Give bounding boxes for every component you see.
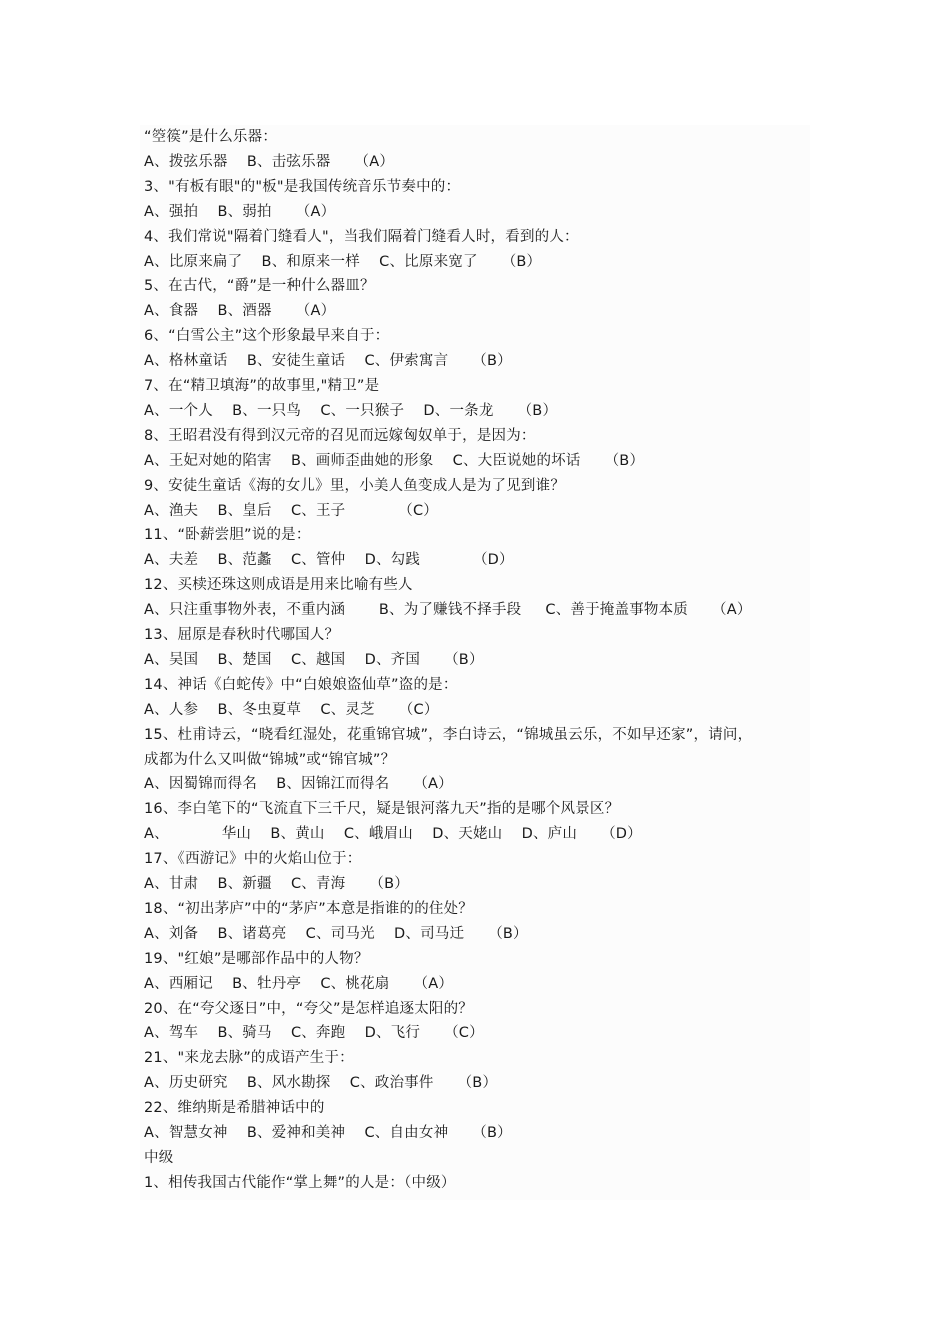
text-line: 17、《西游记》中的火焰山位于： bbox=[144, 851, 362, 868]
text-line: A、历史研究 B、风水勘探 C、政治事件 （B） bbox=[144, 1075, 498, 1092]
text-line: A、甘肃 B、新疆 C、青海 （B） bbox=[144, 876, 409, 892]
text-line: “箜篌”是什么乐器： bbox=[144, 129, 278, 145]
text-line: 成都为什么又叫做“锦城”或“锦官城”？ bbox=[144, 751, 396, 768]
text-line: A、因蜀锦而得名 B、因锦江而得名 （A） bbox=[144, 776, 453, 793]
text-line: 4、我们常说"隔着门缝看人"，当我们隔着门缝看人时，看到的人： bbox=[144, 228, 579, 245]
text-line: 5、在古代，“爵”是一种什么器皿？ bbox=[144, 278, 375, 295]
text-line: 中级 bbox=[144, 1149, 174, 1166]
text-line: A、智慧女神 B、爱神和美神 C、自由女神 （B） bbox=[144, 1125, 512, 1141]
text-line: 11、“卧薪尝胆”说的是： bbox=[144, 527, 311, 544]
text-line: 14、神话《白蛇传》中“白娘娘盗仙草”盗的是： bbox=[144, 676, 458, 693]
text-line: 3、"有板有眼"的"板"是我国传统音乐节奏中的： bbox=[144, 178, 461, 195]
text-line: 16、李白笔下的“飞流直下三千尺，疑是银河落九天”指的是哪个风景区？ bbox=[144, 801, 620, 818]
text-line: A、人参 B、冬虫夏草 C、灵芝 （C） bbox=[144, 701, 439, 718]
text-line: 19、"红娘”是哪部作品中的人物？ bbox=[144, 950, 369, 967]
text-line: 13、屈原是春秋时代哪国人？ bbox=[144, 627, 340, 643]
text-line: 8、王昭君没有得到汉元帝的召见而远嫁匈奴单于，是因为： bbox=[144, 427, 536, 444]
text-line: 22、维纳斯是希腊神话中的 bbox=[144, 1100, 325, 1117]
text-line: A、西厢记 B、牡丹亭 C、桃花扇 （A） bbox=[144, 975, 454, 992]
text-line: 18、“初出茅庐”中的“茅庐”本意是指谁的的住处？ bbox=[144, 900, 473, 917]
text-line: 20、在“夸父逐日”中，“夸父”是怎样追逐太阳的？ bbox=[144, 1000, 473, 1017]
text-line: 21、"来龙去脉”的成语产生于： bbox=[144, 1050, 354, 1067]
text-line: A、一个人 B、一只鸟 C、一只猴子 D、一条龙 （B） bbox=[144, 402, 558, 419]
text-line: A、王妃对她的陷害 B、画师歪曲她的形象 C、大臣说她的坏话 （B） bbox=[144, 452, 645, 469]
text-line: A、驾车 B、骑马 C、奔跑 D、飞行 （C） bbox=[144, 1025, 484, 1042]
text-line: 7、在“精卫填海”的故事里,"精卫”是 bbox=[144, 378, 380, 394]
text-line: A、比原来扁了 B、和原来一样 C、比原来宽了 （B） bbox=[144, 253, 542, 270]
text-line: A、吴国 B、楚国 C、越国 D、齐国 （B） bbox=[144, 651, 484, 668]
text-line: A、渔夫 B、皇后 C、王子 （C） bbox=[144, 502, 438, 519]
text-line: A、只注重事物外表，不重内涵 B、为了赚钱不择手段 C、善于掩盖事物本质 （A） bbox=[144, 602, 752, 619]
text-line: 1、相传我国古代能作“掌上舞”的人是：（中级） bbox=[144, 1174, 456, 1191]
text-line: A、食器 B、酒器 （A） bbox=[144, 303, 336, 320]
text-line: A、拨弦乐器 B、击弦乐器 （A） bbox=[144, 153, 395, 170]
text-line: 12、买椟还珠这则成语是用来比喻有些人 bbox=[144, 577, 413, 594]
text-line: 15、杜甫诗云，“晓看红湿处，花重锦官城”，李白诗云，“锦城虽云乐，不如早还家”，请问， bbox=[144, 726, 753, 743]
text-line: 6、“白雪公主”这个形象最早来自于： bbox=[144, 328, 390, 345]
text-line: A、夫差 B、范蠡 C、管仲 D、勾践 （D） bbox=[144, 552, 514, 569]
text-line: A、强拍 B、弱拍 （A） bbox=[144, 203, 336, 220]
text-line: A、 华山 B、黄山 C、峨眉山 D、天姥山 D、庐山 （D） bbox=[144, 826, 642, 843]
text-line: 9、安徒生童话《海的女儿》里，小美人鱼变成人是为了见到谁？ bbox=[144, 477, 566, 494]
text-line: A、格林童话 B、安徒生童话 C、伊索寓言 （B） bbox=[144, 353, 512, 370]
text-line: A、刘备 B、诸葛亮 C、司马光 D、司马迁 （B） bbox=[144, 925, 528, 942]
